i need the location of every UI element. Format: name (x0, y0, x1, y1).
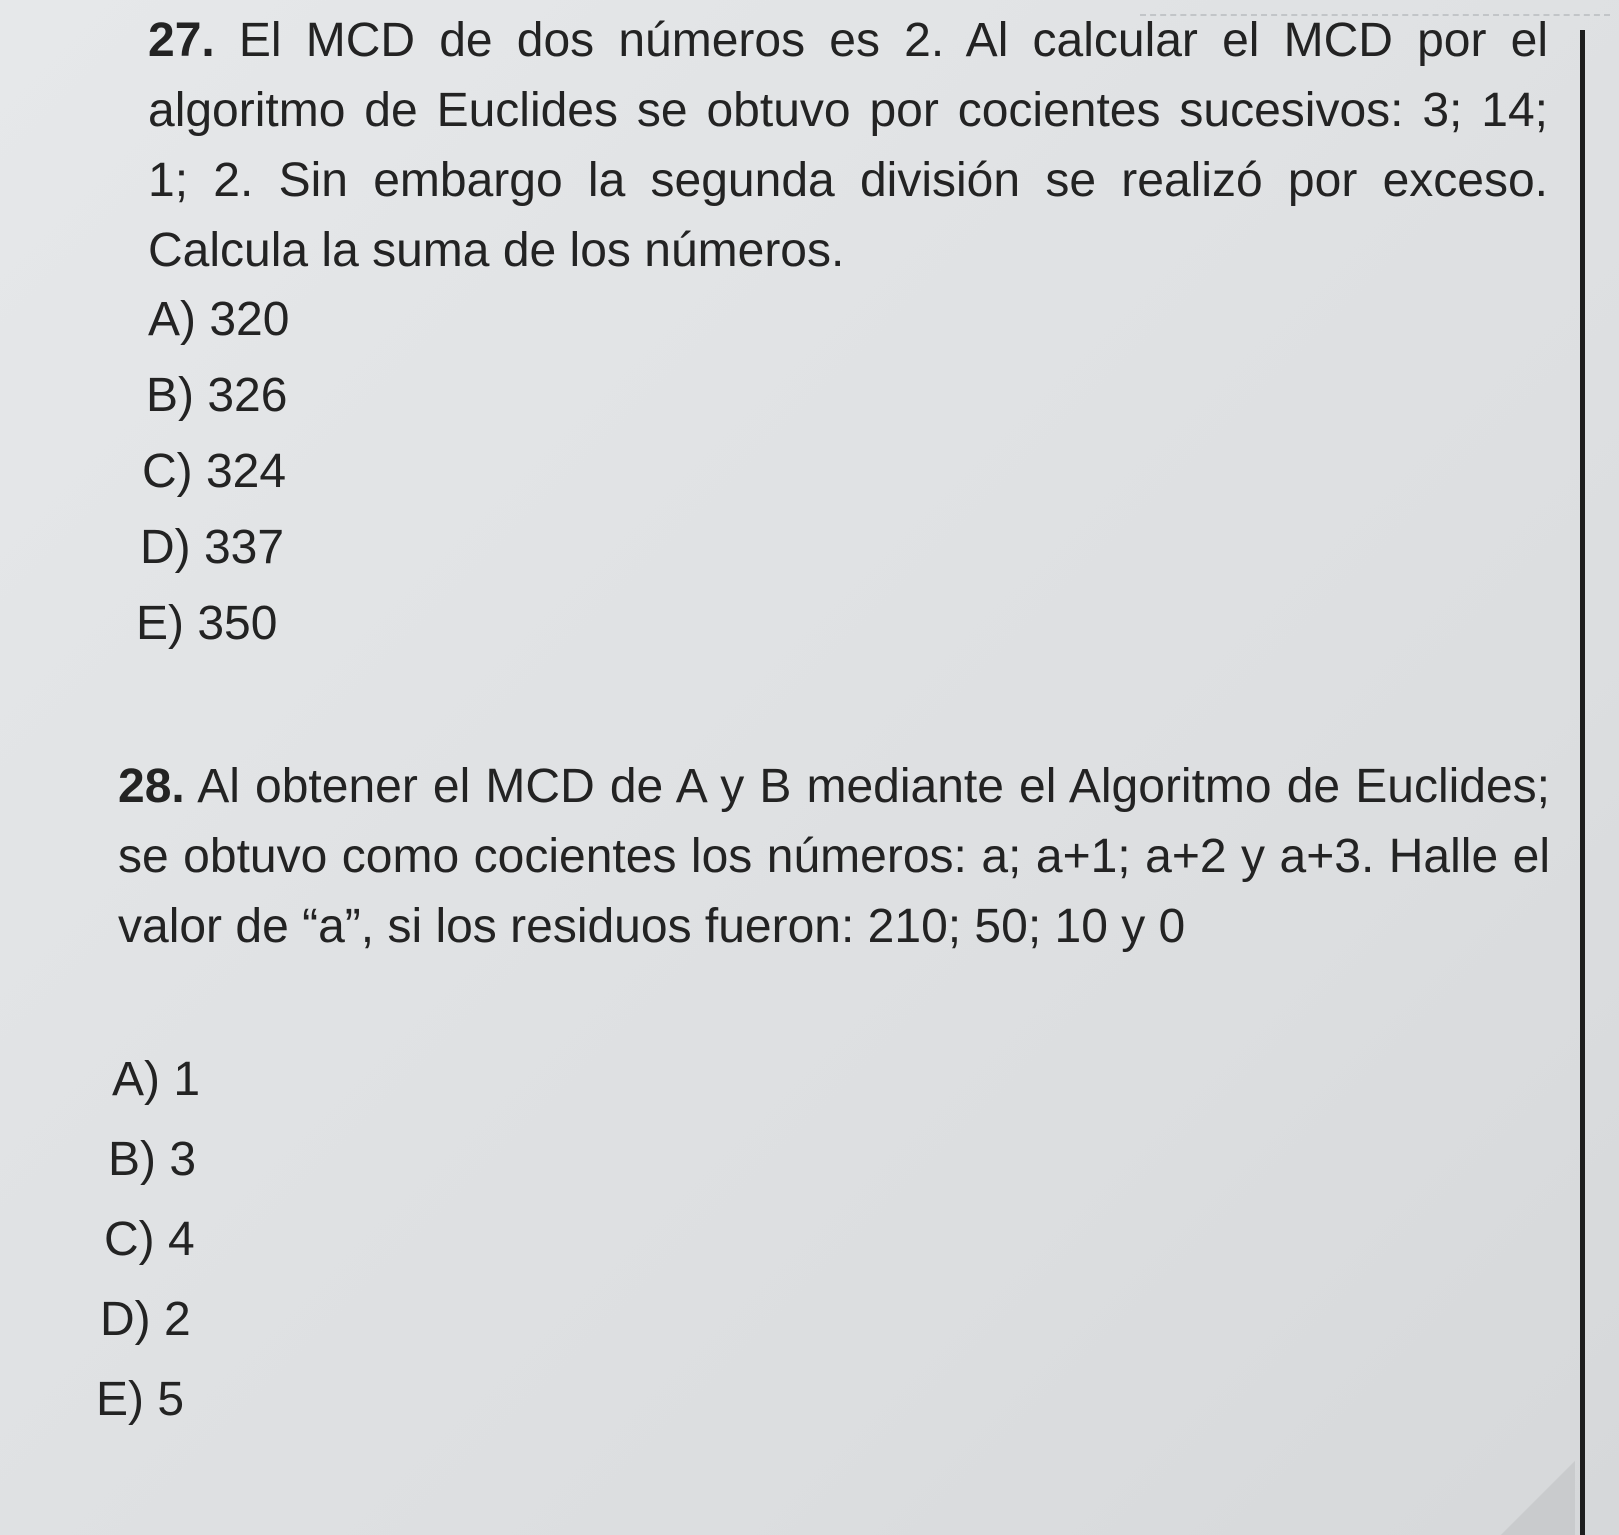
page-corner-shade (1500, 1460, 1575, 1535)
question-27-option-c: C) 324 (142, 445, 287, 498)
question-27-text: El MCD de dos números es 2. Al calcular el MCD por el algoritmo de Euclides se obtuvo por cocientes sucesivos: 3; 14; 1; 2. Sin embargo la segunda división se realizó por exceso. Calcula la suma de los números. (148, 14, 1548, 277)
question-28-option-d: D) 2 (100, 1293, 191, 1346)
question-27-option-a: A) 320 (148, 293, 290, 346)
right-margin-line (1580, 30, 1585, 1535)
question-27-option-e: E) 350 (136, 597, 278, 650)
question-27 (148, 6, 1548, 286)
question-28-option-e: E) 5 (96, 1373, 185, 1426)
question-28 (118, 752, 1550, 962)
question-28-text: Al obtener el MCD de A y B mediante el Algoritmo de Euclides; se obtuvo como cocientes los números: a; a+1; a+2 y a+3. Halle el valor de “a”, si los residuos fueron: 210; 50; 10 y 0 (118, 760, 1551, 953)
question-27-option-d: D) 337 (140, 521, 285, 574)
question-27-option-b: B) 326 (146, 369, 288, 422)
question-28-option-a: A) 1 (112, 1053, 201, 1106)
question-28-option-b: B) 3 (108, 1133, 197, 1186)
question-28-option-c: C) 4 (104, 1213, 195, 1266)
question-27-number: 27. (148, 14, 215, 67)
question-28-number: 28. (118, 760, 185, 813)
